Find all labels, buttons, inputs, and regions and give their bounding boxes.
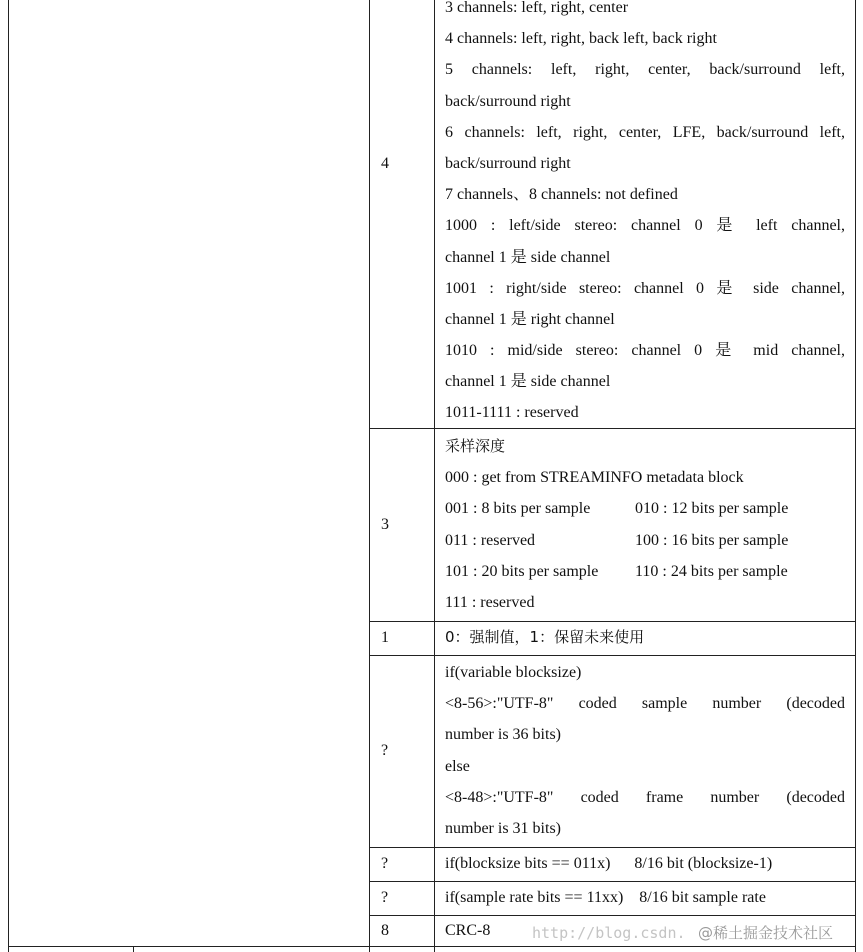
bits-cell-blocksize: ? xyxy=(381,855,389,872)
bits-cell-sample-rate: ? xyxy=(381,889,389,906)
desc-line: if(blocksize bits == 011x) 8/16 bit (blocksize-1) xyxy=(445,855,773,872)
bits-cell-sample-size: 3 xyxy=(381,516,389,533)
reserved-description xyxy=(445,622,845,653)
desc-line: channel 1 是 side channel xyxy=(445,248,611,266)
sample-size-description xyxy=(445,431,845,618)
desc-line: channel 1 是 side channel xyxy=(445,373,611,391)
watermark-brand: @稀土掘金技术社区 xyxy=(698,924,834,942)
desc-line: 1010 : mid/side stereo: channel 0 是 mid channel, xyxy=(445,342,845,360)
desc-line: else xyxy=(445,757,470,775)
desc-line: back/surround right xyxy=(445,154,571,172)
desc-line: if(variable blocksize) xyxy=(445,664,582,681)
desc-line: 3 channels: left, right, center xyxy=(445,0,629,16)
bits-cell-reserved: 1 xyxy=(381,629,389,646)
desc-line: 1011-1111 : reserved xyxy=(445,404,579,422)
desc-pair xyxy=(445,493,845,524)
desc-line: number is 31 bits) xyxy=(445,819,561,837)
desc-line: 000 : get from STREAMINFO metadata block xyxy=(445,469,744,487)
sample-rate-description xyxy=(445,882,845,913)
desc-line: 1001 : right/side stereo: channel 0 是 side channel, xyxy=(445,279,845,297)
desc-pair-left: 101 : 20 bits per sample xyxy=(445,562,599,580)
bits-cell-frame-number: ? xyxy=(381,742,389,759)
desc-line: 5 channels: left, right, center, back/surround left, xyxy=(445,61,845,79)
desc-pair xyxy=(445,556,845,587)
bits-cell-channels: 4 xyxy=(381,155,389,172)
desc-line: CRC-8 xyxy=(445,922,491,939)
desc-line: 1000 : left/side stereo: channel 0 是 left channel, xyxy=(445,217,845,235)
desc-line: 4 channels: left, right, back left, back right xyxy=(445,30,717,48)
row-separator xyxy=(369,655,856,656)
desc-line: 111 : reserved xyxy=(445,593,535,611)
desc-pair-right: 010 : 12 bits per sample xyxy=(635,500,789,518)
desc-line: channel 1 是 right channel xyxy=(445,310,615,328)
desc-title: 采样深度 xyxy=(445,437,506,455)
desc-line: 6 channels: left, right, center, LFE, back/surround left, xyxy=(445,123,845,141)
table-divider-field xyxy=(369,0,370,952)
desc-pair xyxy=(445,525,845,556)
desc-line: 0：强制值，1：保留未来使用 xyxy=(445,628,645,646)
desc-line: 7 channels、8 channels: not defined xyxy=(445,186,678,204)
desc-line: if(sample rate bits == 11xx) 8/16 bit sample rate xyxy=(445,889,766,906)
frame-number-description xyxy=(445,657,845,844)
blocksize-description xyxy=(445,848,845,879)
desc-line: <8-48>:"UTF-8" coded frame number (decoded xyxy=(445,788,845,806)
desc-pair-right: 100 : 16 bits per sample xyxy=(635,531,789,549)
watermark-url: http://blog.csdn. xyxy=(532,924,686,942)
bits-cell-crc: 8 xyxy=(381,922,389,939)
desc-line: <8-56>:"UTF-8" coded sample number (decoded xyxy=(445,695,845,713)
table-border-left xyxy=(8,0,9,952)
desc-line: number is 36 bits) xyxy=(445,726,561,744)
desc-pair-left: 001 : 8 bits per sample xyxy=(445,500,591,518)
table-border-right xyxy=(855,0,856,952)
desc-line: back/surround right xyxy=(445,92,571,110)
channel-assignment-description xyxy=(445,0,845,429)
table-divider-bits xyxy=(434,0,435,952)
desc-pair-left: 011 : reserved xyxy=(445,531,536,549)
desc-pair-right: 110 : 24 bits per sample xyxy=(635,562,788,580)
